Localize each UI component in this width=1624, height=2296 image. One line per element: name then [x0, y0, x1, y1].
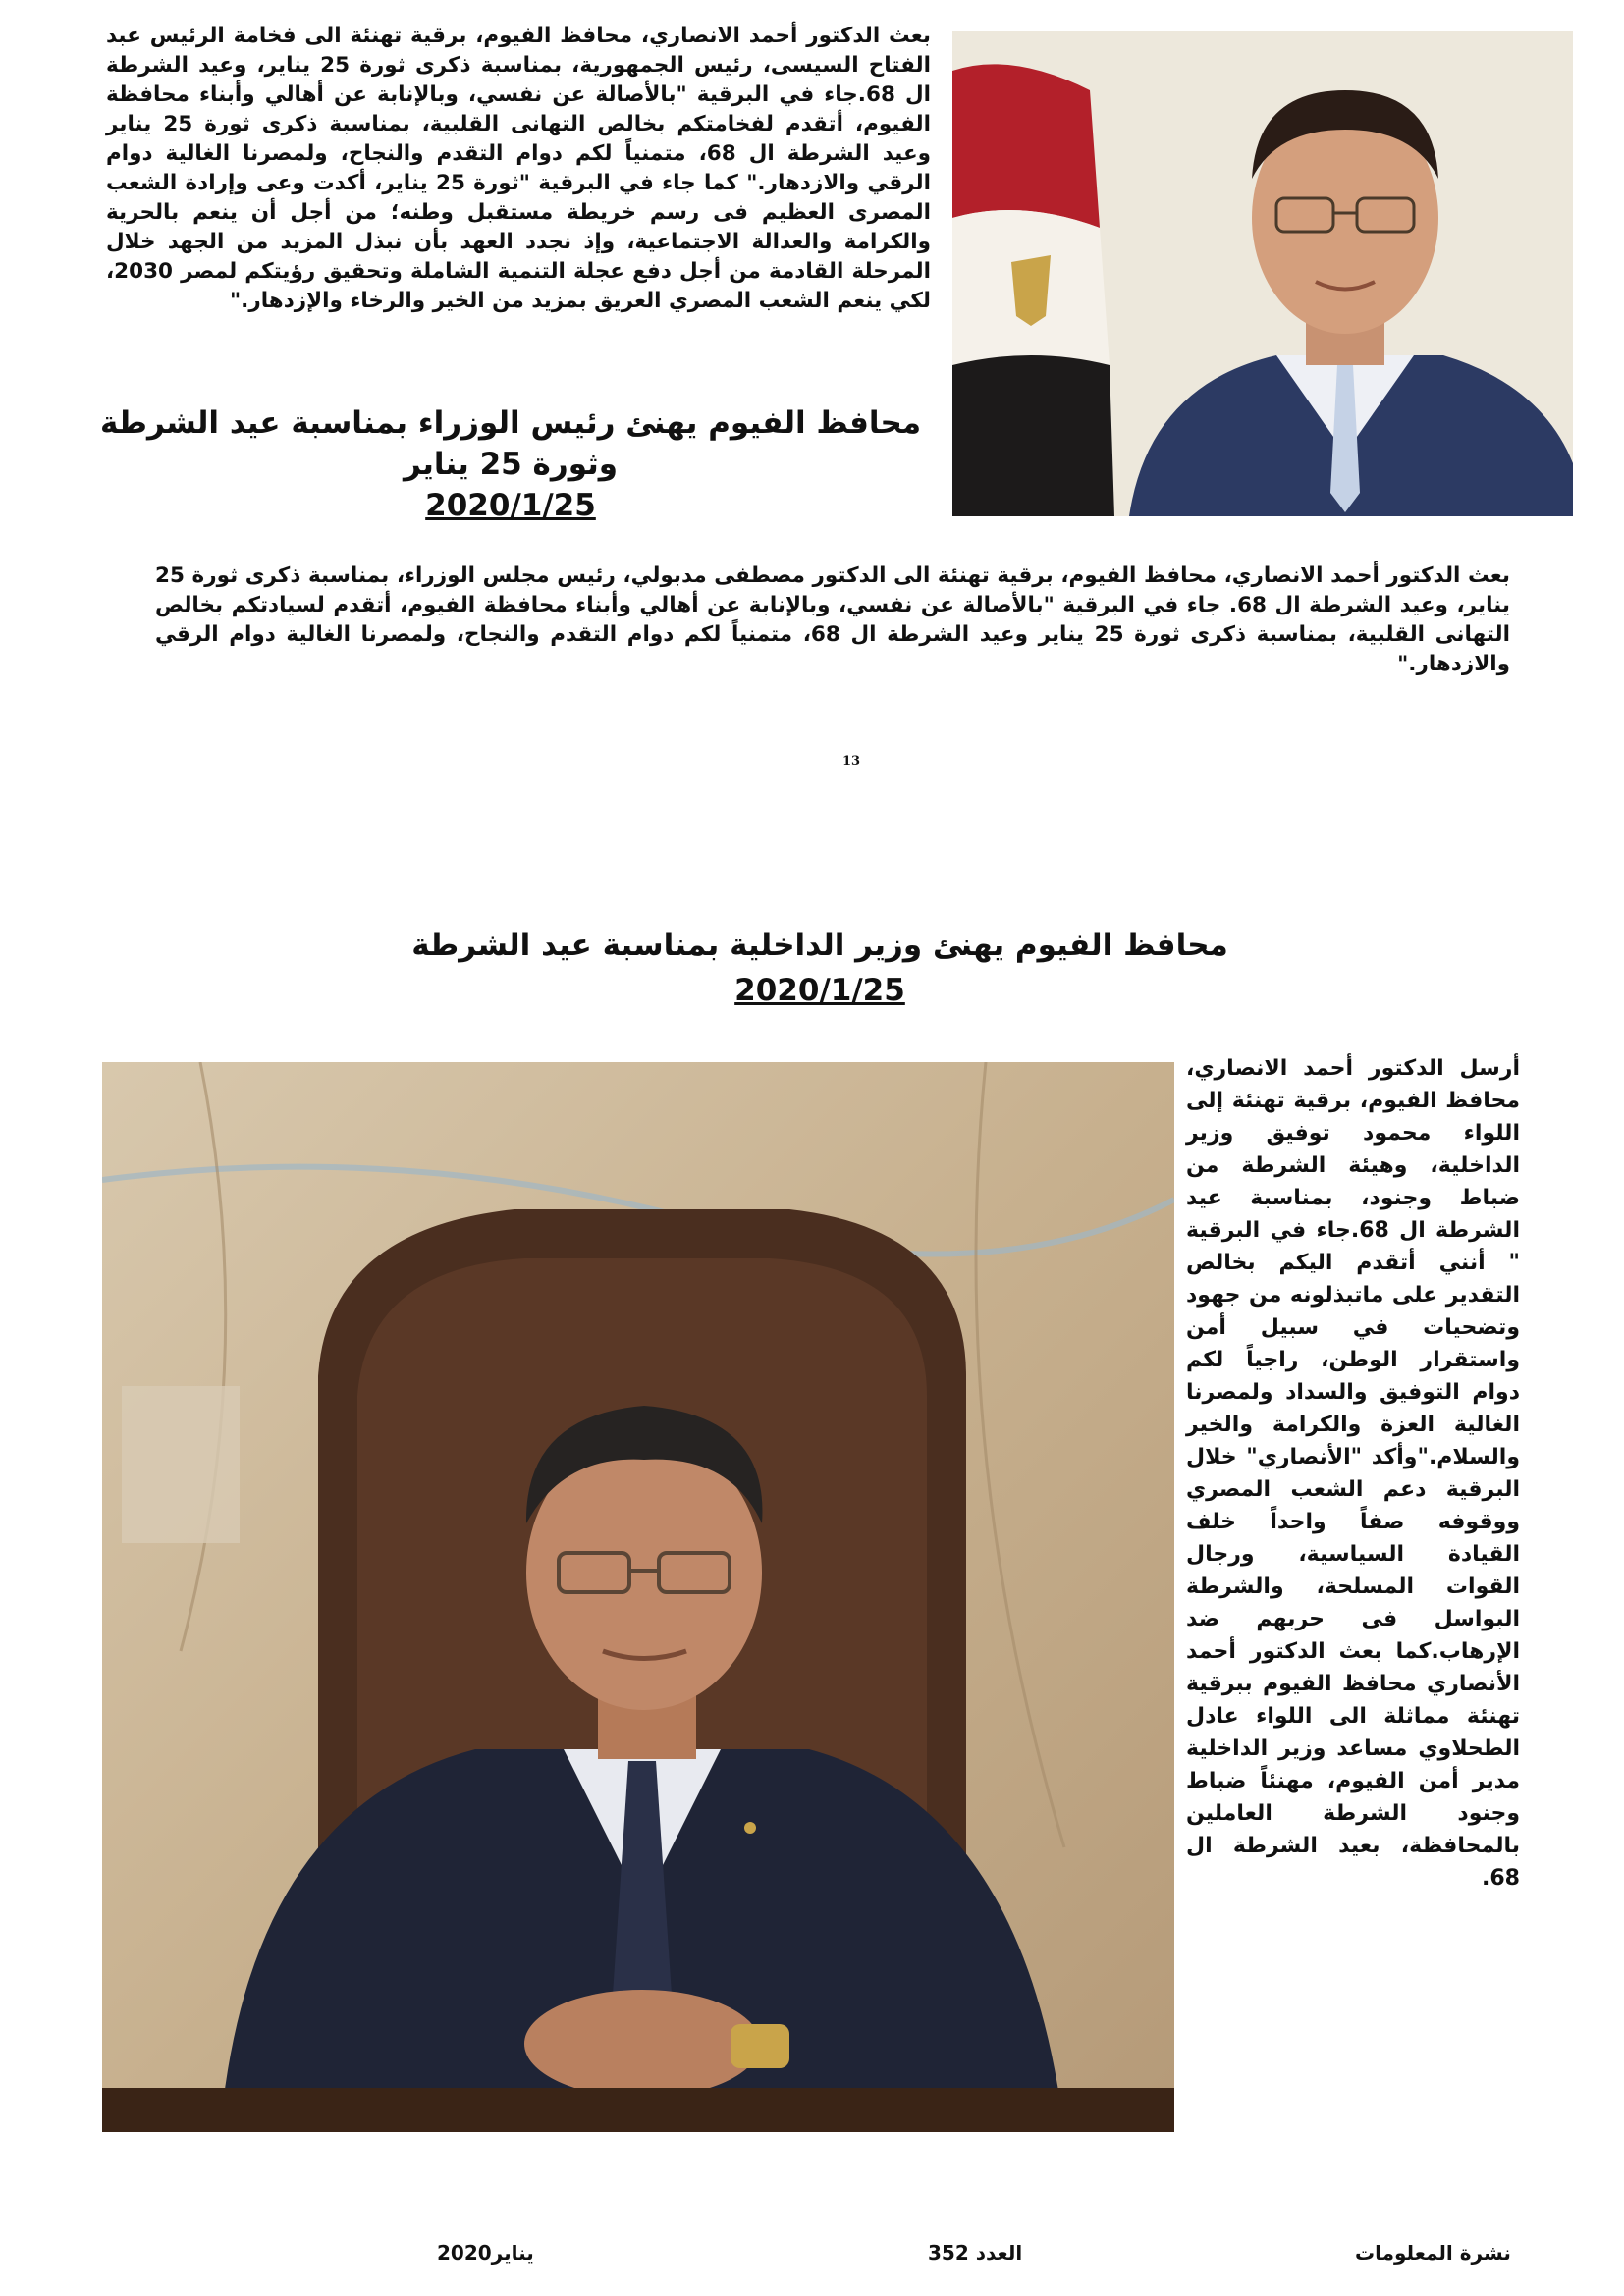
footer-publication: نشرة المعلومات [1355, 2241, 1511, 2265]
governor-office-photo [102, 1062, 1174, 2132]
article-paragraph-prime-minister: بعث الدكتور أحمد الانصاري، محافظ الفيوم، برقية تهنئة الى الدكتور مصطفى مدبولي، رئيس مجلس الوزراء، بمناسبة ذكرى ثورة 25 يناير، وعيد الشرطة ال 68. جاء في البرقية "بالأصالة عن نفسي، وبالإنابة عن أهالي وأبناء محافظة الفيوم، أتقدم لسيادتكم بخالص التهانى القلبية، بمناسبة ذكرى ثورة 25 يناير وعيد الشرطة ال 68، متمنياً لكم دوام التقدم والنجاح، ولمصرنا الغالية دوام الرقي والازدهار." [155, 563, 1510, 676]
portrait-illustration [952, 31, 1573, 516]
headline-text: محافظ الفيوم يهنئ رئيس الوزراء بمناسبة عيد الشرطة وثورة 25 يناير [99, 405, 922, 482]
headline-text: محافظ الفيوم يهنئ وزير الداخلية بمناسبة عيد الشرطة [411, 928, 1228, 963]
office-illustration [102, 1062, 1174, 2132]
page-number: 13 [842, 754, 861, 769]
headline-date: 2020/1/25 [425, 488, 596, 523]
footer-issue: العدد 352 [928, 2241, 1023, 2265]
article-paragraph-interior-minister: أرسل الدكتور أحمد الانصاري، محافظ الفيوم، برقية تهنئة إلى اللواء محمود توفيق وزير الداخلية، وهيئة الشرطة من ضباط وجنود، بمناسبة عيد الشرطة ال 68.جاء في البرقية " أنني أتقدم اليكم بخالص التقدير على ماتبذلونه من جهود وتضحيات في سبيل أمن واستقرار الوطن، راجياً لكم دوام التوفيق والسداد ولمصرنا الغالية العزة والكرامة والخير والسلام."وأكد "الأنصاري" خلال البرقية دعم الشعب المصري ووقوفه صفاً واحداً خلف القيادة السياسية، ورجال القوات المسلحة، والشرطة البواسل فى حربهم ضد الإرهاب.كما بعث الدكتور أحمد الأنصاري محافظ الفيوم ببرقية تهنئة مماثلة الى اللواء عادل الطحلاوي مساعد وزير الداخلية مدير أمن الفيوم، مهنئاً ضباط وجنود الشرطة العاملين بالمحافظة، بعيد الشرطة ال 68. [1186, 1056, 1520, 1891]
article-paragraph-president: بعث الدكتور أحمد الانصاري، محافظ الفيوم، برقية تهنئة الى فخامة الرئيس عبد الفتاح السيسى، رئيس الجمهورية، بمناسبة ذكرى ثورة 25 يناير، وعيد الشرطة ال 68.جاء في البرقية "بالأصالة عن نفسي، وبالإنابة عن أهالي وأبناء محافظة الفيوم، أتقدم لفخامتكم بخالص التهانى القلبية، بمناسبة ذكرى ثورة 25 يناير وعيد الشرطة ال 68، متمنياً لكم دوام التقدم والنجاح، ولمصرنا الغالية دوام الرقي والازدهار." كما جاء في البرقية "ثورة 25 يناير، أكدت وعى وإرادة الشعب المصرى العظيم فى رسم خريطة مستقبل وطنه؛ من أجل أن ينعم بالحرية والكرامة والعدالة الاجتماعية، وإذ نجدد العهد بأن نبذل المزيد من الجهد خلال المرحلة القادمة من أجل دفع عجلة التنمية الشاملة وتحقيق رؤيتكم لمصر 2030، لكي ينعم الشعب المصري العريق بمزيد من الخير والرخاء والإزدهار." [106, 24, 932, 313]
headline-prime-minister [98, 402, 923, 526]
footer-month: يناير2020 [437, 2241, 534, 2265]
headline-interior-minister [393, 923, 1247, 1013]
headline-date: 2020/1/25 [734, 973, 905, 1008]
egypt-flag-icon [952, 64, 1114, 516]
governor-portrait-photo [952, 31, 1573, 516]
